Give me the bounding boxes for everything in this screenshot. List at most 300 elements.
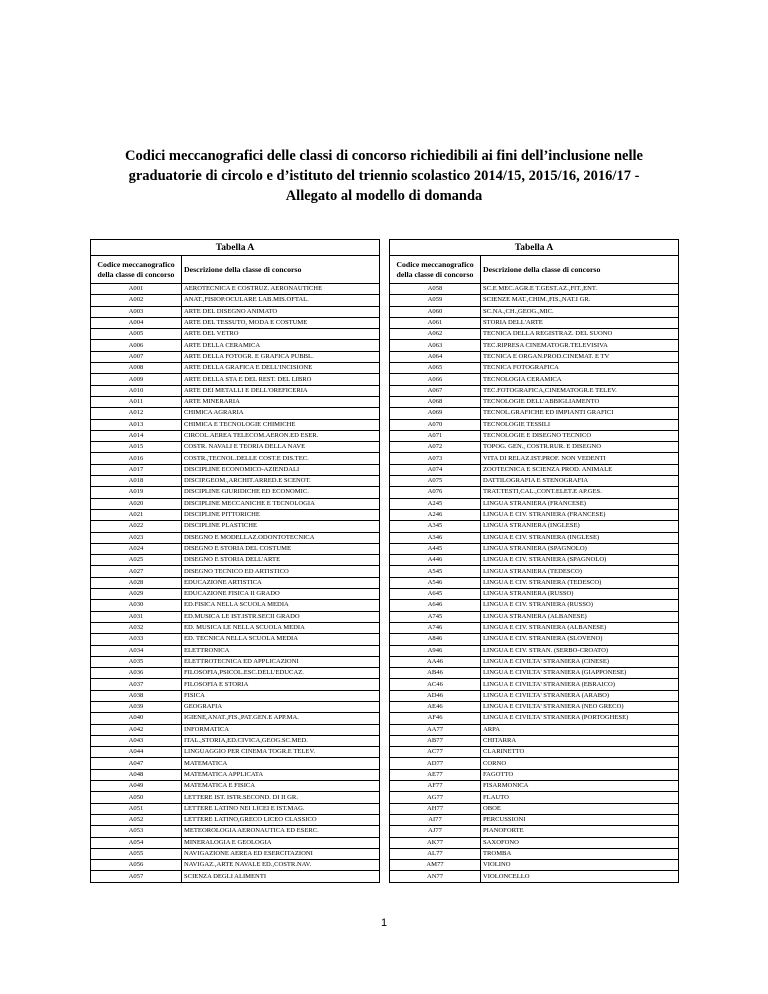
class-description-cell: MATEMATICA E FISICA (182, 781, 380, 792)
table-row (390, 555, 679, 566)
class-description-cell: FILOSOFIA E STORIA (182, 679, 380, 690)
class-description-cell: ARTE DELLA CERAMICA (182, 340, 380, 351)
class-description-cell: ARTE DEL TESSUTO, MODA E COSTUME (182, 317, 380, 328)
class-code-cell: A019 (91, 487, 182, 498)
class-code-cell: A014 (91, 430, 182, 441)
class-description-cell: TEC.RIPRESA CINEMATOGR.TELEVISIVA (481, 340, 679, 351)
class-description-cell: DISCIPLINE GIURIDICHE ED ECONOMIC. (182, 487, 380, 498)
table-row (390, 758, 679, 769)
table-row (390, 781, 679, 792)
class-code-cell: AN77 (390, 871, 481, 882)
table-row (390, 363, 679, 374)
table-row (390, 848, 679, 859)
table-row (390, 566, 679, 577)
class-code-cell: A065 (390, 363, 481, 374)
class-code-cell: AB77 (390, 735, 481, 746)
class-code-cell: A069 (390, 408, 481, 419)
class-description-cell: CLARINETTO (481, 747, 679, 758)
class-code-cell: A044 (91, 747, 182, 758)
class-description-cell: LINGUA STRANIERA (FRANCESE) (481, 498, 679, 509)
class-description-cell: STORIA DELL'ARTE (481, 317, 679, 328)
table-row (390, 408, 679, 419)
class-description-cell: DISEGNO TECNICO ED ARTISTICO (182, 566, 380, 577)
class-description-cell: SC.NA.,CH.,GEOG.,MIC. (481, 306, 679, 317)
page-number: 1 (380, 917, 388, 929)
class-code-cell: A008 (91, 363, 182, 374)
table-row (91, 656, 380, 667)
class-description-cell: TECNICA DELLA REGISTRAZ. DEL SUONO (481, 329, 679, 340)
class-code-cell: A029 (91, 589, 182, 600)
class-description-cell: SCIENZE MAT.,CHIM.,FIS.,NAT.I GR. (481, 295, 679, 306)
class-code-cell: A946 (390, 645, 481, 656)
class-code-cell: A040 (91, 713, 182, 724)
class-code-cell: A062 (390, 329, 481, 340)
table-row (91, 295, 380, 306)
table-row (91, 363, 380, 374)
class-description-cell: LINGUA STRANIERA (TEDESCO) (481, 566, 679, 577)
table-row (91, 634, 380, 645)
class-code-cell: A059 (390, 295, 481, 306)
class-code-cell: A546 (390, 577, 481, 588)
class-description-cell: EDUCAZIONE ARTISTICA (182, 577, 380, 588)
class-code-cell: A071 (390, 430, 481, 441)
table-row (91, 724, 380, 735)
table-caption: Tabella A (91, 240, 380, 256)
table-row (390, 430, 679, 441)
class-code-cell: A020 (91, 498, 182, 509)
table-row (91, 555, 380, 566)
table-row (390, 600, 679, 611)
class-code-cell: A021 (91, 509, 182, 520)
document-title (60, 146, 708, 206)
class-code-cell: A064 (390, 351, 481, 362)
table-row (91, 826, 380, 837)
table-row (91, 396, 380, 407)
class-description-cell: FLAUTO (481, 792, 679, 803)
class-code-cell: A646 (390, 600, 481, 611)
table-row (91, 509, 380, 520)
table-row (390, 521, 679, 532)
class-code-cell: AE77 (390, 769, 481, 780)
table-row (91, 713, 380, 724)
class-code-cell: A346 (390, 532, 481, 543)
table-row (91, 860, 380, 871)
class-description-cell: ITAL.,STORIA,ED.CIVICA,GEOG.SC.MED. (182, 735, 380, 746)
table-row (390, 329, 679, 340)
class-code-cell: A042 (91, 724, 182, 735)
class-description-cell: ARTE DELLA STA E DEL REST. DEL LIBRO (182, 374, 380, 385)
table-row (390, 645, 679, 656)
table-row (91, 758, 380, 769)
class-description-cell: ELETTROTECNICA ED APPLICAZIONI (182, 656, 380, 667)
table-row (91, 453, 380, 464)
class-description-cell: NAVIGAZ.,ARTE NAVALE ED.,COSTR.NAV. (182, 860, 380, 871)
class-code-cell: A009 (91, 374, 182, 385)
tabella-a-right (389, 239, 679, 883)
class-code-cell: AF46 (390, 713, 481, 724)
class-code-cell: A048 (91, 769, 182, 780)
class-code-cell: A076 (390, 487, 481, 498)
table-row (390, 419, 679, 430)
class-code-cell: AG77 (390, 792, 481, 803)
table-row (91, 532, 380, 543)
class-code-cell: A007 (91, 351, 182, 362)
class-code-cell: A073 (390, 453, 481, 464)
class-description-cell: LINGUA E CIV. STRAN. (SERBO-CROATO) (481, 645, 679, 656)
class-code-cell: A068 (390, 396, 481, 407)
table-row (91, 611, 380, 622)
class-code-cell: A027 (91, 566, 182, 577)
class-code-cell: AL77 (390, 848, 481, 859)
class-description-cell: CHITARRA (481, 735, 679, 746)
table-row (390, 611, 679, 622)
table-row (91, 668, 380, 679)
table-row (390, 509, 679, 520)
class-description-cell: LINGUA E CIV. STRANIERA (SLOVENO) (481, 634, 679, 645)
table-row (390, 814, 679, 825)
table-row (390, 589, 679, 600)
class-description-cell: ARPA (481, 724, 679, 735)
class-description-cell: NAVIGAZIONE AEREA ED ESERCITAZIONI (182, 848, 380, 859)
table-row (91, 814, 380, 825)
class-code-cell: A011 (91, 396, 182, 407)
table-row (390, 306, 679, 317)
class-code-cell: A039 (91, 701, 182, 712)
class-description-cell: DISCIPLINE MECCANICHE E TECNOLOGIA (182, 498, 380, 509)
class-description-cell: TROMBA (481, 848, 679, 859)
table-row (390, 826, 679, 837)
class-description-cell: VIOLINO (481, 860, 679, 871)
table-row (91, 679, 380, 690)
table-row (91, 600, 380, 611)
class-code-cell: A063 (390, 340, 481, 351)
class-code-cell: A072 (390, 442, 481, 453)
table-row (91, 803, 380, 814)
class-description-cell: LINGUA E CIVILTA' STRANIERA (CINESE) (481, 656, 679, 667)
class-description-cell: MATEMATICA (182, 758, 380, 769)
class-code-cell: A016 (91, 453, 182, 464)
class-description-cell: SAXOFONO (481, 837, 679, 848)
class-code-cell: A034 (91, 645, 182, 656)
class-description-cell: LINGUA E CIVILTA' STRANIERA (ARABO) (481, 690, 679, 701)
header-code: Codice meccanografico della classe di concorso (91, 256, 182, 284)
class-code-cell: A545 (390, 566, 481, 577)
class-description-cell: DISEGNO E STORIA DELL'ARTE (182, 555, 380, 566)
class-description-cell: LINGUA E CIV. STRANIERA (SPAGNOLO) (481, 555, 679, 566)
class-code-cell: A246 (390, 509, 481, 520)
class-code-cell: A070 (390, 419, 481, 430)
table-row (91, 385, 380, 396)
class-description-cell: TECNICA E ORGAN.PROD.CINEMAT. E TV (481, 351, 679, 362)
table-row (390, 532, 679, 543)
class-description-cell: LINGUA E CIV. STRANIERA (TEDESCO) (481, 577, 679, 588)
table-row (91, 430, 380, 441)
class-description-cell: LINGUA STRANIERA (INGLESE) (481, 521, 679, 532)
class-code-cell: A051 (91, 803, 182, 814)
class-code-cell: A345 (390, 521, 481, 532)
class-description-cell: TECNOL.GRAFICHE ED IMPIANTI GRAFICI (481, 408, 679, 419)
class-description-cell: TEC.FOTOGRAFICA,CINEMATOGR.E TELEV. (481, 385, 679, 396)
table-row (91, 769, 380, 780)
class-description-cell: ARTE DEL VETRO (182, 329, 380, 340)
table-row (91, 374, 380, 385)
class-description-cell: PIANOFORTE (481, 826, 679, 837)
table-row (390, 442, 679, 453)
class-description-cell: MATEMATICA APPLICATA (182, 769, 380, 780)
class-code-cell: AK77 (390, 837, 481, 848)
class-code-cell: A746 (390, 622, 481, 633)
table-row (390, 487, 679, 498)
class-code-cell: AE46 (390, 701, 481, 712)
class-code-cell: AC77 (390, 747, 481, 758)
table-row (390, 837, 679, 848)
class-description-cell: ED.FISICA NELLA SCUOLA MEDIA (182, 600, 380, 611)
class-code-cell: A006 (91, 340, 182, 351)
class-code-cell: A053 (91, 826, 182, 837)
class-code-cell: A013 (91, 419, 182, 430)
class-code-cell: A054 (91, 837, 182, 848)
class-code-cell: A030 (91, 600, 182, 611)
class-code-cell: AC46 (390, 679, 481, 690)
class-description-cell: ARTE DELLA GRAFICA E DELL'INCISIONE (182, 363, 380, 374)
table-row (91, 701, 380, 712)
title-line-3: Allegato al modello di domanda (285, 188, 483, 204)
class-code-cell: A003 (91, 306, 182, 317)
class-code-cell: AB46 (390, 668, 481, 679)
header-description: Descrizione della classe di concorso (481, 256, 679, 284)
class-code-cell: A061 (390, 317, 481, 328)
class-description-cell: METEOROLOGIA AERONAUTICA ED ESERC. (182, 826, 380, 837)
header-code: Codice meccanografico della classe di concorso (390, 256, 481, 284)
class-description-cell: MINERALOGIA E GEOLOGIA (182, 837, 380, 848)
table-row (91, 498, 380, 509)
class-description-cell: ARTE DELLA FOTOGR. E GRAFICA PUBBL. (182, 351, 380, 362)
class-description-cell: COSTR. NAVALI E TEORIA DELLA NAVE (182, 442, 380, 453)
class-description-cell: LINGUA E CIVILTA' STRANIERA (PORTOGHESE) (481, 713, 679, 724)
class-description-cell: CHIMICA AGRARIA (182, 408, 380, 419)
class-description-cell: LINGUA E CIVILTA' STRANIERA (EBRAICO) (481, 679, 679, 690)
table-row (390, 317, 679, 328)
class-description-cell: EDUCAZIONE FISICA II GRADO (182, 589, 380, 600)
table-row (390, 668, 679, 679)
table-row (390, 340, 679, 351)
table-row (390, 476, 679, 487)
class-code-cell: A067 (390, 385, 481, 396)
class-code-cell: A035 (91, 656, 182, 667)
class-description-cell: ED. TECNICA NELLA SCUOLA MEDIA (182, 634, 380, 645)
class-description-cell: LINGUAGGIO PER CINEMA TOGR.E TELEV. (182, 747, 380, 758)
class-description-cell: IGIENE,ANAT.,FIS.,PAT.GEN.E APP.MA. (182, 713, 380, 724)
class-description-cell: TRAT.TESTI,CAL.,CONT.ELET.E AP.GES. (481, 487, 679, 498)
table-row (390, 701, 679, 712)
table-row (390, 498, 679, 509)
class-code-cell: A018 (91, 476, 182, 487)
table-row (390, 747, 679, 758)
table-row (390, 453, 679, 464)
class-description-cell: OBOE (481, 803, 679, 814)
class-description-cell: CORNO (481, 758, 679, 769)
class-description-cell: VIOLONCELLO (481, 871, 679, 882)
class-description-cell: AEROTECNICA E COSTRUZ. AERONAUTICHE (182, 284, 380, 295)
class-description-cell: LETTERE LATINO NEI LICEI E IST.MAG. (182, 803, 380, 814)
table-row (91, 442, 380, 453)
class-code-cell: AM77 (390, 860, 481, 871)
class-code-cell: A002 (91, 295, 182, 306)
title-line-1: Codici meccanografici delle classi di concorso richiedibili ai fini dell’inclusione nelle (125, 148, 643, 164)
class-code-cell: AJ77 (390, 826, 481, 837)
class-description-cell: FISICA (182, 690, 380, 701)
class-code-cell: A245 (390, 498, 481, 509)
class-code-cell: A004 (91, 317, 182, 328)
table-row (91, 329, 380, 340)
table-row (390, 690, 679, 701)
table-row (390, 679, 679, 690)
table-row (91, 837, 380, 848)
table-row (91, 306, 380, 317)
class-code-cell: AD77 (390, 758, 481, 769)
class-description-cell: FILOSOFIA,PSICOL.ESC.DELL'EDUCAZ. (182, 668, 380, 679)
class-description-cell: FAGOTTO (481, 769, 679, 780)
table-row (390, 713, 679, 724)
table-row (91, 622, 380, 633)
table-row (91, 476, 380, 487)
class-code-cell: A075 (390, 476, 481, 487)
class-description-cell: ARTE DEI METALLI E DELL'OREFICERIA (182, 385, 380, 396)
table-row (390, 792, 679, 803)
class-description-cell: ANAT.,FISIOP.OCULARE LAB.MIS.OFTAL. (182, 295, 380, 306)
class-description-cell: TECNOLOGIA CERAMICA (481, 374, 679, 385)
class-code-cell: A025 (91, 555, 182, 566)
class-code-cell: A024 (91, 543, 182, 554)
table-row (390, 656, 679, 667)
table-row (390, 543, 679, 554)
class-description-cell: ED.MUSICA LE IST.ISTR.SECII GRADO (182, 611, 380, 622)
class-code-cell: A446 (390, 555, 481, 566)
class-description-cell: DISCIPLINE ECONOMICO-AZIENDALI (182, 464, 380, 475)
class-description-cell: DISEGNO E MODELLAZ.ODONTOTECNICA (182, 532, 380, 543)
class-code-cell: AH77 (390, 803, 481, 814)
class-code-cell: A057 (91, 871, 182, 882)
table-row (91, 351, 380, 362)
class-code-cell: A060 (390, 306, 481, 317)
table-row (390, 860, 679, 871)
table-row (390, 374, 679, 385)
class-code-cell: A038 (91, 690, 182, 701)
table-row (390, 871, 679, 882)
table-row (91, 340, 380, 351)
class-description-cell: COSTR.,TECNOL.DELLE COST.E DIS.TEC. (182, 453, 380, 464)
class-description-cell: ED. MUSICA LE NELLA SCUOLA MEDIA (182, 622, 380, 633)
class-code-cell: A445 (390, 543, 481, 554)
table-row (390, 724, 679, 735)
class-code-cell: AA46 (390, 656, 481, 667)
table-row (91, 408, 380, 419)
class-description-cell: SC.E MEC.AGR.E T.GEST.AZ.,FIT.,ENT. (481, 284, 679, 295)
class-description-cell: TECNOLOGIE TESSILI (481, 419, 679, 430)
class-description-cell: LINGUA E CIVILTA' STRANIERA (NEO GRECO) (481, 701, 679, 712)
class-description-cell: TECNICA FOTOGRAFICA (481, 363, 679, 374)
class-description-cell: DATTILOGRAFIA E STENOGRAFIA (481, 476, 679, 487)
class-description-cell: DISCIP.GEOM.,ARCHIT.ARRED.E SCENOT. (182, 476, 380, 487)
table-row (390, 396, 679, 407)
table-row (91, 871, 380, 882)
class-code-cell: A066 (390, 374, 481, 385)
class-code-cell: A050 (91, 792, 182, 803)
class-code-cell: A017 (91, 464, 182, 475)
class-code-cell: A032 (91, 622, 182, 633)
header-description: Descrizione della classe di concorso (182, 256, 380, 284)
table-row (91, 464, 380, 475)
table-row (91, 419, 380, 430)
class-description-cell: LINGUA E CIV. STRANIERA (ALBANESE) (481, 622, 679, 633)
table-caption: Tabella A (390, 240, 679, 256)
table-row (390, 464, 679, 475)
class-description-cell: LETTERE IST. ISTR.SECOND. DI II GR. (182, 792, 380, 803)
table-row (91, 848, 380, 859)
table-row (91, 521, 380, 532)
class-code-cell: AI77 (390, 814, 481, 825)
class-description-cell: GEOGRAFIA (182, 701, 380, 712)
class-code-cell: A645 (390, 589, 481, 600)
class-description-cell: LINGUA E CIVILTA' STRANIERA (GIAPPONESE) (481, 668, 679, 679)
table-row (390, 803, 679, 814)
class-code-cell: A074 (390, 464, 481, 475)
class-code-cell: A049 (91, 781, 182, 792)
class-description-cell: LINGUA E CIV. STRANIERA (INGLESE) (481, 532, 679, 543)
class-description-cell: TECNOLOGIE E DISEGNO TECNICO (481, 430, 679, 441)
class-code-cell: A022 (91, 521, 182, 532)
class-code-cell: A031 (91, 611, 182, 622)
class-description-cell: VITA DI RELAZ.IST.PROF. NON VEDENTI (481, 453, 679, 464)
class-code-cell: A028 (91, 577, 182, 588)
title-line-2: graduatorie di circolo e d’istituto del triennio scolastico 2014/15, 2015/16, 2016/17 - (128, 168, 640, 184)
class-code-cell: A056 (91, 860, 182, 871)
table-row (390, 769, 679, 780)
class-description-cell: LINGUA STRANIERA (RUSSO) (481, 589, 679, 600)
class-description-cell: LETTERE LATINO,GRECO LICEO CLASSICO (182, 814, 380, 825)
class-code-cell: A052 (91, 814, 182, 825)
class-description-cell: LINGUA E CIV. STRANIERA (RUSSO) (481, 600, 679, 611)
class-description-cell: ZOOTECNICA E SCIENZA PROD. ANIMALE (481, 464, 679, 475)
class-description-cell: DISEGNO E STORIA DEL COSTUME (182, 543, 380, 554)
table-row (91, 690, 380, 701)
table-row (91, 792, 380, 803)
table-row (390, 284, 679, 295)
table-row (390, 295, 679, 306)
class-description-cell: LINGUA STRANIERA (SPAGNOLO) (481, 543, 679, 554)
class-code-cell: A023 (91, 532, 182, 543)
class-description-cell: LINGUA E CIV. STRANIERA (FRANCESE) (481, 509, 679, 520)
table-row (91, 781, 380, 792)
class-code-cell: A047 (91, 758, 182, 769)
table-row (91, 747, 380, 758)
table-row (91, 543, 380, 554)
class-code-cell: A058 (390, 284, 481, 295)
class-description-cell: ARTE DEL DISEGNO ANIMATO (182, 306, 380, 317)
class-code-cell: A001 (91, 284, 182, 295)
table-row (91, 645, 380, 656)
class-description-cell: SCIENZA DEGLI ALIMENTI (182, 871, 380, 882)
class-code-cell: A012 (91, 408, 182, 419)
class-code-cell: A036 (91, 668, 182, 679)
class-description-cell: TOPOG. GEN., COSTR.RUR. E DISEGNO (481, 442, 679, 453)
class-code-cell: A846 (390, 634, 481, 645)
class-code-cell: AA77 (390, 724, 481, 735)
class-code-cell: AD46 (390, 690, 481, 701)
class-description-cell: ARTE MINERARIA (182, 396, 380, 407)
class-description-cell: TECNOLOGIE DELL'ABBIGLIAMENTO (481, 396, 679, 407)
class-code-cell: A055 (91, 848, 182, 859)
